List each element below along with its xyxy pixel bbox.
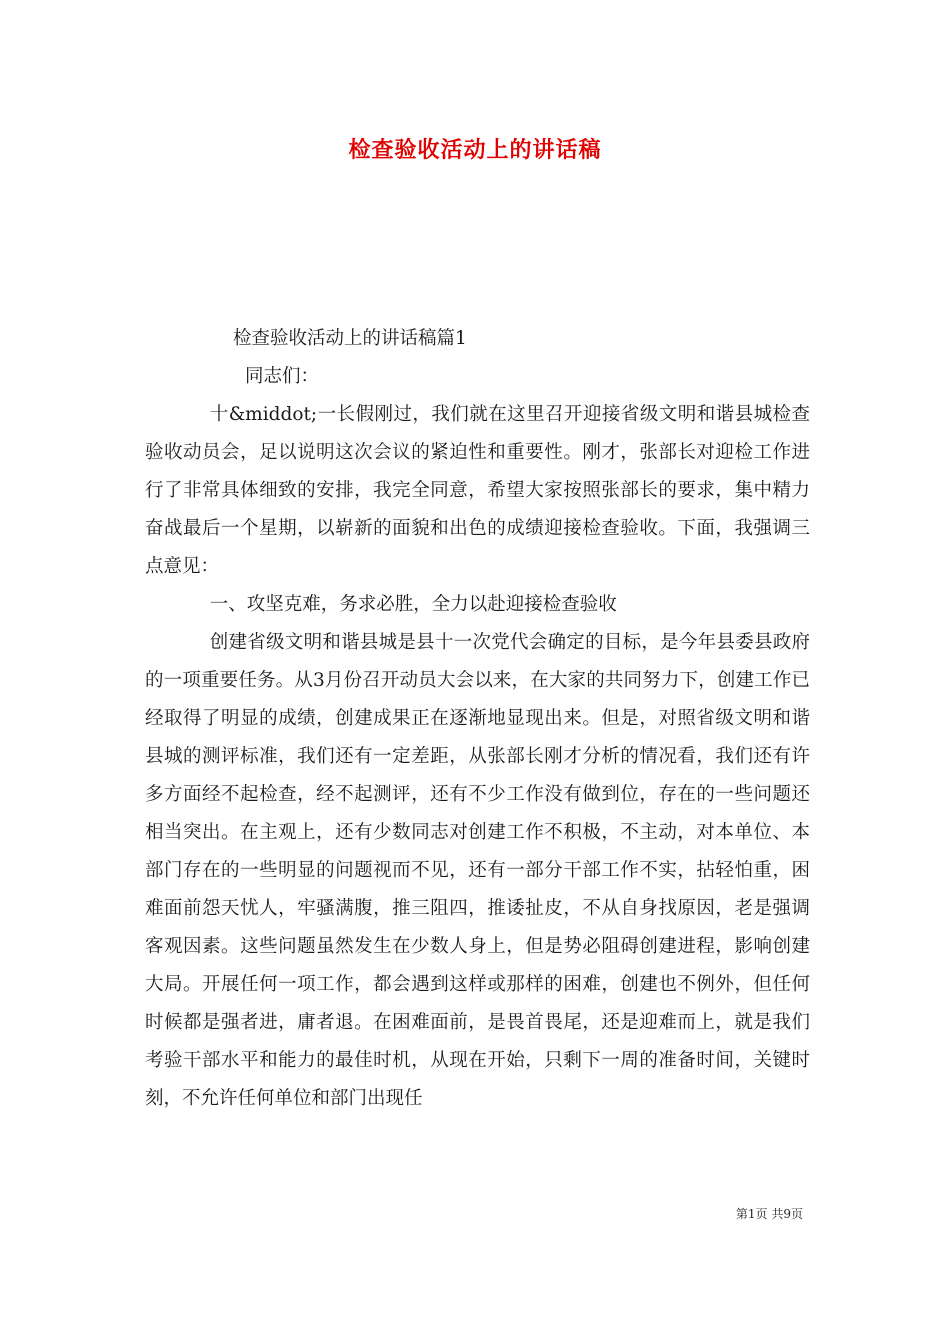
section-heading-1: 一、攻坚克难，务求必胜，全力以赴迎接检查验收 (209, 594, 617, 615)
paragraph-body: 创建省级文明和谐县城是县十一次党代会确定的目标，是今年县委县政府的一项重要任务。从3月份召开动员大会以来，在大家的共同努力下，创建工作已经取得了明显的成绩，创建成果正在逐渐地显现出来。但是，对照省级文明和谐县城的测评标准，我们还有一定差距，从张部长刚才分析的情况看，我们还有许多方面经不起检查，经不起测评，还有不少工作没有做到位，存在的一些问题还相当突出。在主观上，还有少数同志对创建工作不积极，不主动，对本单位、本部门存在的一些明显的问题视而不见，还有一部分干部工作不实，拈轻怕重，困难面前怨天忧人，牢骚满腹，推三阻四，推诿扯皮，不从自身找原因，老是强调客观因素。这些问题虽然发生在少数人身上，但是势必阻碍创建进程，影响创建大局。开展任何一项工作，都会遇到这样或那样的困难，创建也不例外，但任何时候都是强者进，庸者退。在困难面前，是畏首畏尾，还是迎难而上，就是我们考验干部水平和能力的最佳时机，从现在开始，只剩下一周的准备时间，关键时刻，不允许任何单位和部门出现任 (145, 632, 810, 1109)
paragraph-intro: 十&middot;一长假刚过，我们就在这里召开迎接省级文明和谐县城检查验收动员会，足以说明这次会议的紧迫性和重要性。刚才，张部长对迎检工作进行了非常具体细致的安排，我完全同意，希望大家按照张部长的要求，集中精力奋战最后一个星期，以崭新的面貌和出色的成绩迎接检查验收。下面，我强调三点意见： (145, 404, 810, 577)
section-subtitle: 检查验收活动上的讲话稿篇1 (233, 328, 467, 349)
greeting: 同志们： (245, 366, 320, 387)
page-number-footer: 第1页 共9页 (735, 1207, 803, 1221)
article-body (145, 320, 810, 1118)
document-title: 检查验收活动上的讲话稿 (348, 137, 602, 163)
